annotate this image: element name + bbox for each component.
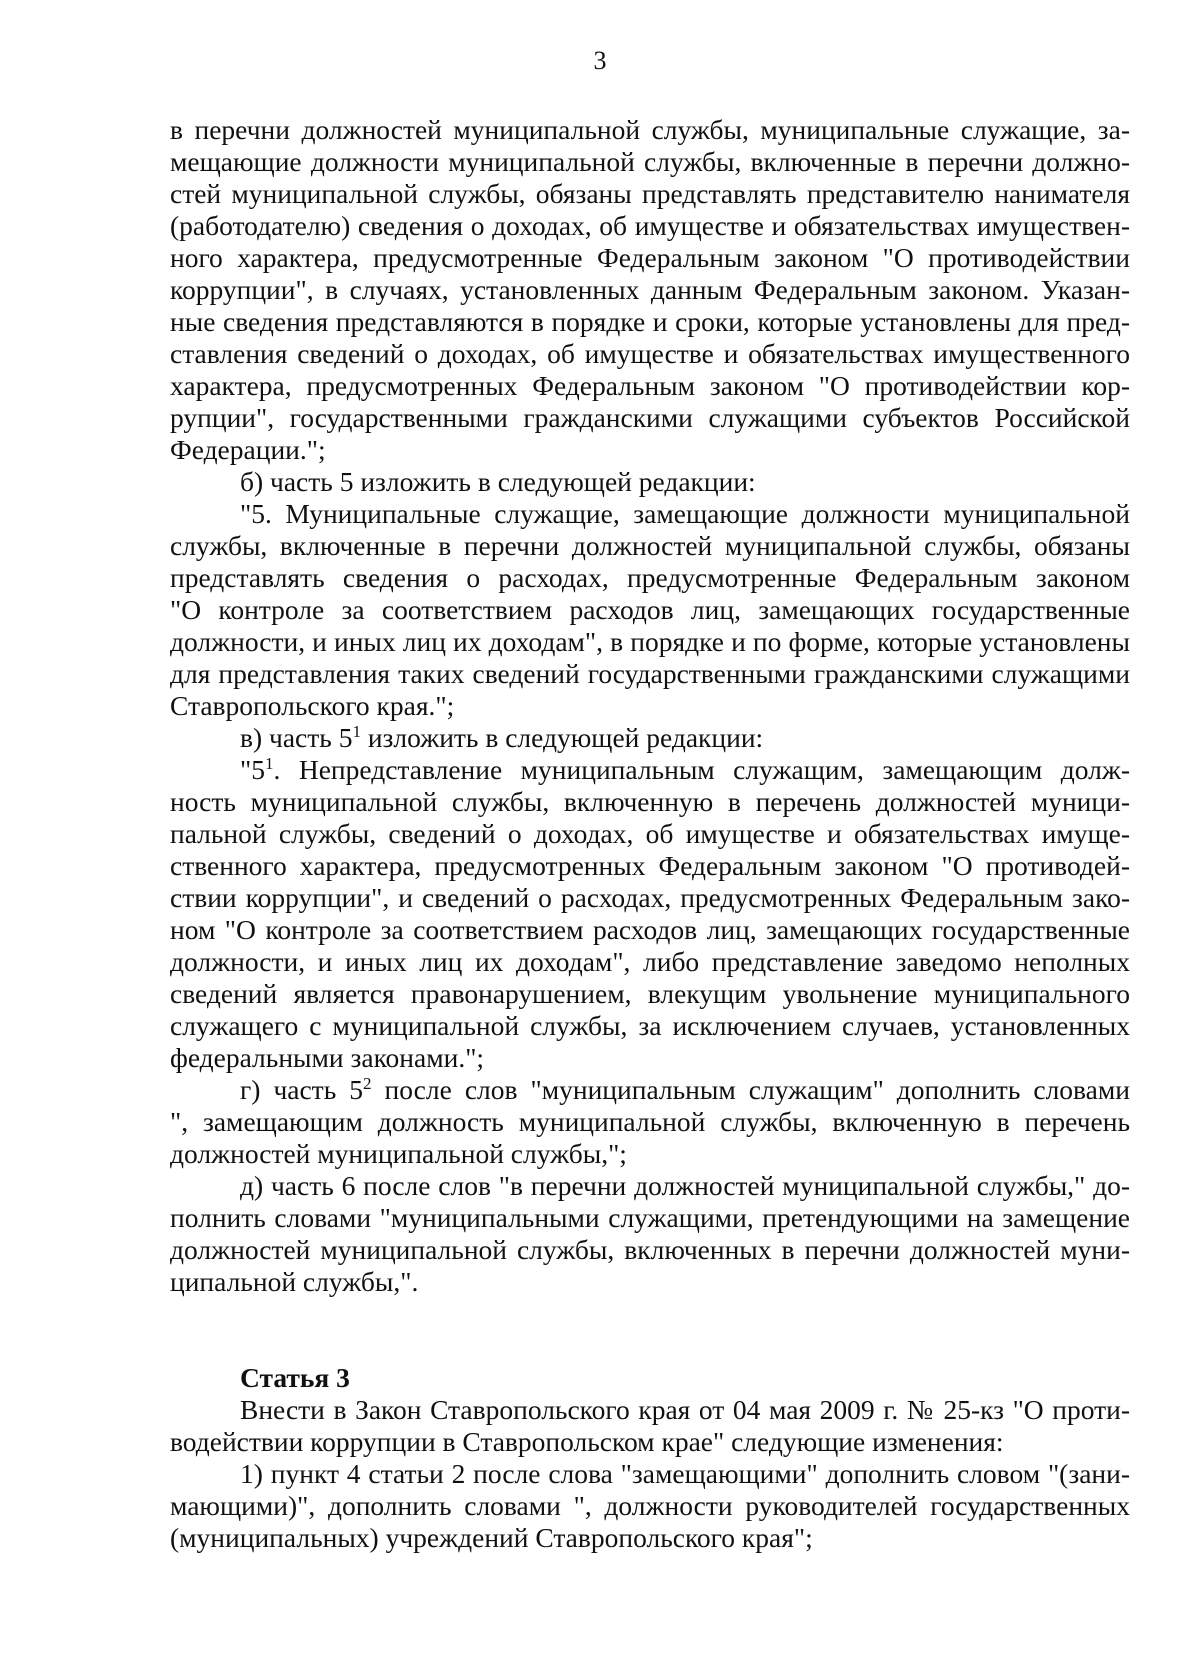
text-line [170,722,1130,754]
text-line: службы, включенные в перечни должностей муниципальной службы, обязаны [170,530,1130,561]
text-line: ", замещающим должность муниципальной службы, включенную в перечень [170,1106,1130,1137]
article-3-section [170,1362,1130,1554]
text-line: б) часть 5 изложить в следующей редакции: [240,466,756,497]
text-segment: "5 [240,754,265,785]
page-number: 3 [593,46,607,75]
text-segment: после слов "муниципальным служащим" дополнить словами [371,1074,1130,1105]
superscript: 2 [363,1074,372,1093]
text-line: ставления сведений о доходах, об имуществе и обязательствах имущественного [170,338,1130,369]
text-line: для представления таких сведений государственными гражданскими служащими [170,658,1130,689]
text-line: ного характера, предусмотренные Федеральным законом "О противодействии [170,242,1130,273]
text-line: (муниципальных) учреждений Ставропольского края"; [170,1522,813,1553]
text-line: "О контроле за соответствием расходов лиц, замещающих государственные [170,594,1130,625]
text-line: должности, и иных лиц их доходам", либо представление заведомо неполных [170,946,1130,977]
text-line: ствии коррупции", и сведений о расходах, предусмотренных Федеральным зако- [170,882,1130,913]
text-line: д) часть 6 после слов "в перечни должностей муниципальной службы," до- [240,1170,1130,1201]
text-line: в перечни должностей муниципальной службы, муниципальные служащие, за- [170,114,1130,145]
text-line: ципальной службы,". [170,1266,419,1297]
text-line: федеральными законами."; [170,1042,485,1073]
text-line: Внести в Закон Ставропольского края от 04 мая 2009 г. № 25-кз "О проти- [240,1394,1130,1425]
text-line: сведений является правонарушением, влекущим увольнение муниципального [170,978,1130,1009]
text-line: водействии коррупции в Ставропольском крае" следующие изменения: [170,1426,1004,1457]
text-line: "5. Муниципальные служащие, замещающие должности муниципальной [240,498,1130,529]
text-line: полнить словами "муниципальными служащими, претендующими на замещение [170,1202,1130,1233]
text-line: Федерации."; [170,434,326,465]
text-line: характера, предусмотренных Федеральным законом "О противодействии кор- [170,370,1130,401]
text-line: пальной службы, сведений о доходах, об имуществе и обязательствах имуще- [170,818,1130,849]
text-line: стей муниципальной службы, обязаны представлять представителю нанимателя [170,178,1130,209]
text-line: служащего с муниципальной службы, за исключением случаев, установленных [170,1010,1130,1041]
text-segment: . Непредставление муниципальным служащим, замещающим долж- [273,754,1130,785]
text-line: представлять сведения о расходах, предусмотренные Федеральным законом [170,562,1130,593]
text-line: рупции", государственными гражданскими служащими субъектов Российской [170,402,1130,433]
text-line: должностей муниципальной службы,"; [170,1138,627,1169]
text-segment: изложить в следующей редакции: [360,722,764,753]
body-text [170,114,1130,1298]
text-segment: в) часть 5 [240,722,353,753]
text-line [170,1074,1130,1106]
text-line: Ставропольского края."; [170,690,455,721]
text-line: мающими)", дополнить словами ", должности руководителей государственных [170,1490,1130,1521]
text-segment: г) часть 5 [240,1074,364,1105]
text-line: (работодателю) сведения о доходах, об имуществе и обязательствах имуществен- [170,210,1130,241]
text-line [170,754,1130,786]
article-heading: Статья 3 [240,1362,350,1393]
text-line: ственного характера, предусмотренных Федеральным законом "О противодей- [170,850,1130,881]
text-line: должностей муниципальной службы, включенных в перечни должностей муни- [170,1234,1130,1265]
text-line: 1) пункт 4 статьи 2 после слова "замещающими" дополнить словом "(зани- [240,1458,1130,1489]
text-line: ные сведения представляются в порядке и сроки, которые установлены для пред- [170,306,1130,337]
text-line: коррупции", в случаях, установленных данным Федеральным законом. Указан- [170,274,1130,305]
text-line: должности, и иных лиц их доходам", в порядке и по форме, которые установлены [170,626,1130,657]
text-line: ность муниципальной службы, включенную в перечень должностей муници- [170,786,1130,817]
text-line: ном "О контроле за соответствием расходов лиц, замещающих государственные [170,914,1130,945]
text-line: мещающие должности муниципальной службы, включенные в перечни должно- [170,146,1130,177]
superscript: 1 [264,754,274,773]
superscript: 1 [352,722,361,741]
